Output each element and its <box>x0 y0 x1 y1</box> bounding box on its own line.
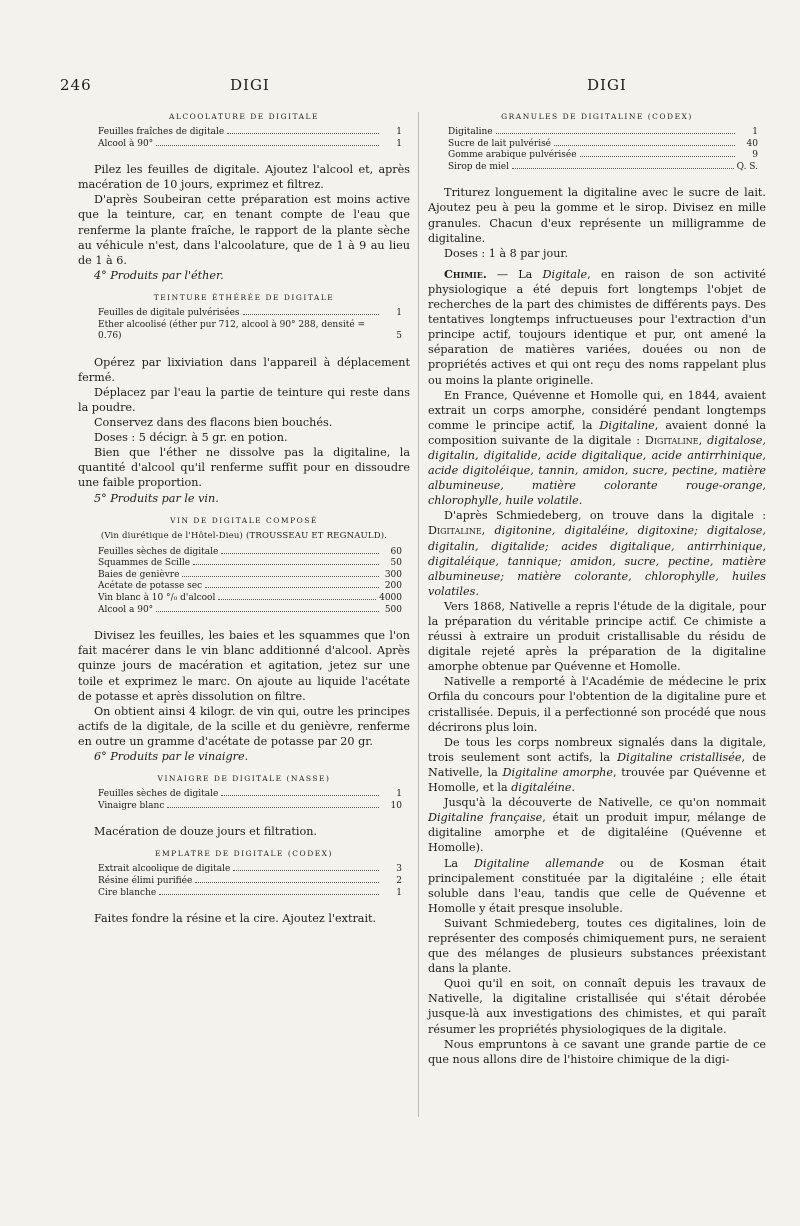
leader-dots <box>159 894 379 895</box>
paragraph: Nous empruntons à ce savant une grande partie de ce que nous allons dire de l'histoire chimique de la digi- <box>428 1037 766 1066</box>
paragraph: Faites fondre la résine et la cire. Ajoutez l'extrait. <box>94 912 377 926</box>
leader-dots <box>512 168 734 169</box>
recipe-row <box>98 888 402 900</box>
text-run: — La <box>486 267 543 281</box>
text-run: , en raison de son activité physiologique a été depuis fort longtemps l'objet de recherches de la part des chimistes de différents pays. Des tentatives longtemps infructueuses pour l'extraction d'un principe actif, toujours identique et pur, ont amené la séparation de matières variées, douées ou non de propriétés actives et qui ont reçu des noms rappelant plus ou moins la plante originelle. <box>428 267 766 387</box>
recipe-list <box>98 308 402 343</box>
ingredient: Feuilles sèches de digitale <box>98 789 219 800</box>
recipe-row <box>98 593 402 605</box>
italic-run: digitalose, digitalin, digitalide, acide digitalique, acide antirrhinique, acide digitoléique, tannin, amidon, sucre, pectine, matière albumineuse, matière colorante rouge-orange, chlorophylle, huile volatile. <box>428 433 766 508</box>
paragraph-chimie <box>428 267 766 388</box>
ingredient: Résine élimi purifiée <box>98 875 193 886</box>
text-run: Jusqu'à la découverte de Nativelle, ce qu'on nommait <box>444 796 766 810</box>
ingredient: Feuilles de digitale pulvérisées <box>98 307 240 318</box>
paragraph: Divisez les feuilles, les baies et les squammes que l'on fait macérer dans le vin blanc additionné d'alcool. Après quinze jours de macération et agitation, jetez sur une toile et exprimez le marc. On ajoute au liquide l'acétate de potasse et après dissolution on filtre. <box>78 629 410 703</box>
recipe-row <box>98 789 402 801</box>
recipe-row <box>98 139 402 151</box>
ingredient: Baies de genièvre <box>98 569 180 580</box>
small-caps-run: Digitaline <box>428 524 482 538</box>
paragraph: Opérez par lixiviation dans l'appareil à déplacement fermé. <box>78 355 410 384</box>
leader-dots <box>496 133 735 134</box>
ingredient: Extrait alcoolique de digitale <box>98 864 231 875</box>
running-head-right: DIGI <box>587 76 627 94</box>
paragraph: Bien que l'éther ne dissolve pas la digitaline, la quantité d'alcool qu'il renferme suffit pour en dissoudre une faible proportion. <box>78 446 410 490</box>
recipe-row <box>98 605 402 617</box>
column-divider <box>418 112 419 1117</box>
ingredient: Alcool à 90° <box>98 138 154 149</box>
paragraph <box>428 508 766 599</box>
italic-run: digitonine, digitaléine, digitoxine; digitalose, digitalin, digitalide; acides digitalique, antirrhinique, digitaléique, tannique; amidon, sucre, pectine, matière albumineuse; matière colorante, chlorophylle, huiles volatiles. <box>428 524 766 598</box>
ingredient: Feuilles sèches de digitale <box>98 546 219 557</box>
ingredient: Cire blanche <box>98 887 157 898</box>
paragraph <box>428 388 766 509</box>
ingredient: Acétate de potasse sec <box>98 581 203 592</box>
paragraph <box>428 856 766 916</box>
recipe-row <box>98 308 402 320</box>
text-run: , trouvée par Quévenne et Homolle, et la <box>428 765 766 795</box>
leader-dots <box>205 587 379 588</box>
text-run: , de Nativelle, la <box>428 750 767 779</box>
paragraph <box>428 795 766 855</box>
leader-dots <box>554 145 735 146</box>
section-heading: 6° Produits par le vinaigre. <box>94 749 249 763</box>
ingredient: Sirop de miel <box>448 161 509 172</box>
recipe-row <box>98 864 402 876</box>
small-caps-run: Digitaline <box>644 433 699 447</box>
leader-dots <box>580 156 735 157</box>
leader-dots <box>167 807 379 808</box>
ingredient: Feuilles fraîches de digitale <box>98 127 225 137</box>
quantity: 300 <box>384 569 402 580</box>
recipe-title: VIN DE DIGITALE COMPOSÉ <box>170 515 318 525</box>
paragraph: Pilez les feuilles de digitale. Ajoutez l'alcool et, après macération de 10 jours, exprimez et filtrez. <box>78 163 410 192</box>
recipe-list <box>98 547 402 617</box>
recipe-title: TEINTURE ÉTHÉRÉE DE DIGITALE <box>153 292 335 302</box>
recipe-row <box>448 150 758 162</box>
ingredient: Vinaigre blanc <box>98 800 165 811</box>
paragraph: Conservez dans des flacons bien bouchés. <box>94 416 333 430</box>
quantity: 4000 <box>379 593 402 604</box>
recipe-row <box>98 558 402 570</box>
paragraph: Doses : 1 à 8 par jour. <box>444 246 569 260</box>
section-heading: 4° Produits par l'éther. <box>94 268 224 282</box>
left-column <box>78 112 410 926</box>
recipe-row <box>98 320 402 343</box>
quantity: 40 <box>746 138 758 149</box>
text-run: De tous les corps nombreux signalés dans la digitale, trois seulement sont actifs, la <box>428 735 766 764</box>
quantity: 5 <box>396 331 402 342</box>
paragraph: D'après Soubeiran cette préparation est moins active que la teinture, car, en tenant compte de l'eau que renferme la plante fraîche, le rapport de la plante sèche au véhicule n'est, dans l'alcoolature, que de 1 à 9 au lieu de 1 à 6. <box>78 193 410 267</box>
quantity: Q. S. <box>736 161 758 172</box>
recipe-row <box>448 139 758 151</box>
section-heading: 5° Produits par le vin. <box>94 491 219 505</box>
recipe-list <box>98 864 402 899</box>
page-number: 246 <box>60 76 92 94</box>
recipe-title: GRANULES DE DIGITALINE (CODEX) <box>501 112 693 121</box>
ingredient: Gomme arabique pulvérisée <box>448 150 577 161</box>
quantity: 2 <box>396 875 402 886</box>
text-run: La <box>444 856 474 870</box>
leader-dots <box>182 576 379 577</box>
recipe-list <box>448 127 758 173</box>
ingredient: Alcool a 90° <box>98 604 154 615</box>
italic-run: Digitaline cristallisée <box>617 750 742 764</box>
paragraph: Suivant Schmiedeberg, toutes ces digitalines, loin de représenter des composés chimiquement purs, ne seraient que des mélanges de plusieurs substances préexistant dans la plante. <box>428 916 766 976</box>
text-run: En France, Quévenne et Homolle qui, en 1844, avaient extrait un corps amorphe, considéré pendant longtemps comme le principe actif, la <box>428 388 766 432</box>
leader-dots <box>243 314 379 315</box>
paragraph: Vers 1868, Nativelle a repris l'étude de la digitale, pour la préparation du véritable principe actif. Ce chimiste a réussi à extraire un produit cristallisable du résidu de digitale rejeté après la préparation de la digitaline amorphe obtenue par Quévenne et Homolle. <box>428 599 766 674</box>
quantity: 50 <box>390 558 402 569</box>
quantity: 500 <box>384 604 402 615</box>
italic-run: Digitaline amorphe <box>502 765 613 779</box>
quantity: 1 <box>752 127 758 137</box>
recipe-row <box>98 127 402 139</box>
paragraph: Déplacez par l'eau la partie de teinture qui reste dans la poudre. <box>78 385 410 414</box>
recipe-row <box>98 581 402 593</box>
quantity: 1 <box>396 887 402 898</box>
leader-dots <box>221 553 379 554</box>
quantity: 200 <box>384 581 402 592</box>
ingredient: Digitaline <box>448 127 493 137</box>
leader-dots <box>193 564 379 565</box>
recipe-title: EMPLATRE DE DIGITALE (CODEX) <box>155 849 333 859</box>
recipe-list <box>98 127 402 150</box>
paragraph: Macération de douze jours et filtration. <box>94 825 317 839</box>
text-run: , <box>481 524 495 538</box>
recipe-title: ALCOOLATURE DE DIGITALE <box>168 112 319 121</box>
quantity: 60 <box>390 546 402 557</box>
recipe-list <box>98 789 402 812</box>
recipe-row <box>448 127 758 139</box>
recipe-row <box>98 876 402 888</box>
recipe-row <box>98 801 402 813</box>
text-run: ou de Kosman était principalement constituée par la digitaléine ; elle était soluble dans l'eau, tandis que celle de Quévenne et Homolle y était presque insoluble. <box>428 856 767 915</box>
quantity: 1 <box>396 127 402 137</box>
recipe-row <box>98 547 402 559</box>
chimie-label: Chimie. <box>444 266 487 281</box>
text-run: , avaient donné la composition suivante de la digitale : <box>428 418 766 447</box>
ingredient: Squammes de Scille <box>98 558 191 569</box>
recipe-subtitle: (Vin diurétique de l'Hôtel-Dieu) (TROUSSEAU ET REGNAULD). <box>100 530 388 541</box>
paragraph <box>428 735 766 795</box>
right-column <box>428 112 766 1067</box>
quantity: 1 <box>396 138 402 149</box>
text-run: . <box>571 781 576 795</box>
paragraph: Nativelle a remporté à l'Académie de médecine le prix Orfila du concours pour l'obtention de la digitaline pure et cristallisée. Depuis, il a perfectionné son procédé que nous décrirons plus loin. <box>428 675 766 734</box>
italic-run: Digitale <box>542 267 588 281</box>
quantity: 3 <box>396 864 402 875</box>
ingredient: Vin blanc à 10 °/₀ d'alcool <box>98 593 216 604</box>
quantity: 10 <box>390 800 402 811</box>
text-run: D'après Schmiedeberg, on trouve dans la digitale : <box>444 509 766 523</box>
running-head-left: DIGI <box>230 76 270 94</box>
ingredient: Sucre de lait pulvérisé <box>448 138 552 149</box>
leader-dots <box>156 145 379 146</box>
leader-dots <box>221 795 379 796</box>
leader-dots <box>195 882 379 883</box>
text-run: , était un produit impur, mélange de digitaline amorphe et de digitaléine (Quévenne et Homolle). <box>428 811 766 855</box>
italic-run: Digitaline allemande <box>473 856 604 870</box>
leader-dots <box>218 599 376 600</box>
italic-run: Digitaline française <box>428 811 543 825</box>
leader-dots <box>233 870 379 871</box>
quantity: 1 <box>396 307 402 318</box>
recipe-title: VINAIGRE DE DIGITALE (NASSE) <box>157 774 331 784</box>
italic-run: Digitaline <box>599 418 655 432</box>
paragraph: Quoi qu'il en soit, on connaît depuis les travaux de Nativelle, la digitaline cristallisée qui s'était dérobée jusque-là aux investigations des chimistes, et qui paraît résumer les propriétés physiologiques de la digitale. <box>428 977 766 1036</box>
recipe-row <box>448 162 758 174</box>
text-run: , <box>698 433 708 447</box>
italic-run: digitaléine <box>511 781 572 795</box>
quantity: 1 <box>396 789 402 800</box>
ingredient: Ether alcoolisé (éther pur 712, alcool à 90° 288, densité = 0.76) <box>98 319 366 342</box>
paragraph: Triturez longuement la digitaline avec le sucre de lait. Ajoutez peu à peu la gomme et le sirop. Divisez en mille granules. Chacun d'eux représente un milligramme de digitaline. <box>428 186 766 245</box>
leader-dots <box>227 133 379 134</box>
recipe-row <box>98 570 402 582</box>
paragraph: Doses : 5 décigr. à 5 gr. en potion. <box>94 431 288 445</box>
leader-dots <box>156 611 379 612</box>
paragraph: On obtient ainsi 4 kilogr. de vin qui, outre les principes actifs de la digitale, de la scille et du genièvre, renferme en outre un gramme d'acétate de potasse par 20 gr. <box>78 704 410 748</box>
quantity: 9 <box>752 150 758 161</box>
